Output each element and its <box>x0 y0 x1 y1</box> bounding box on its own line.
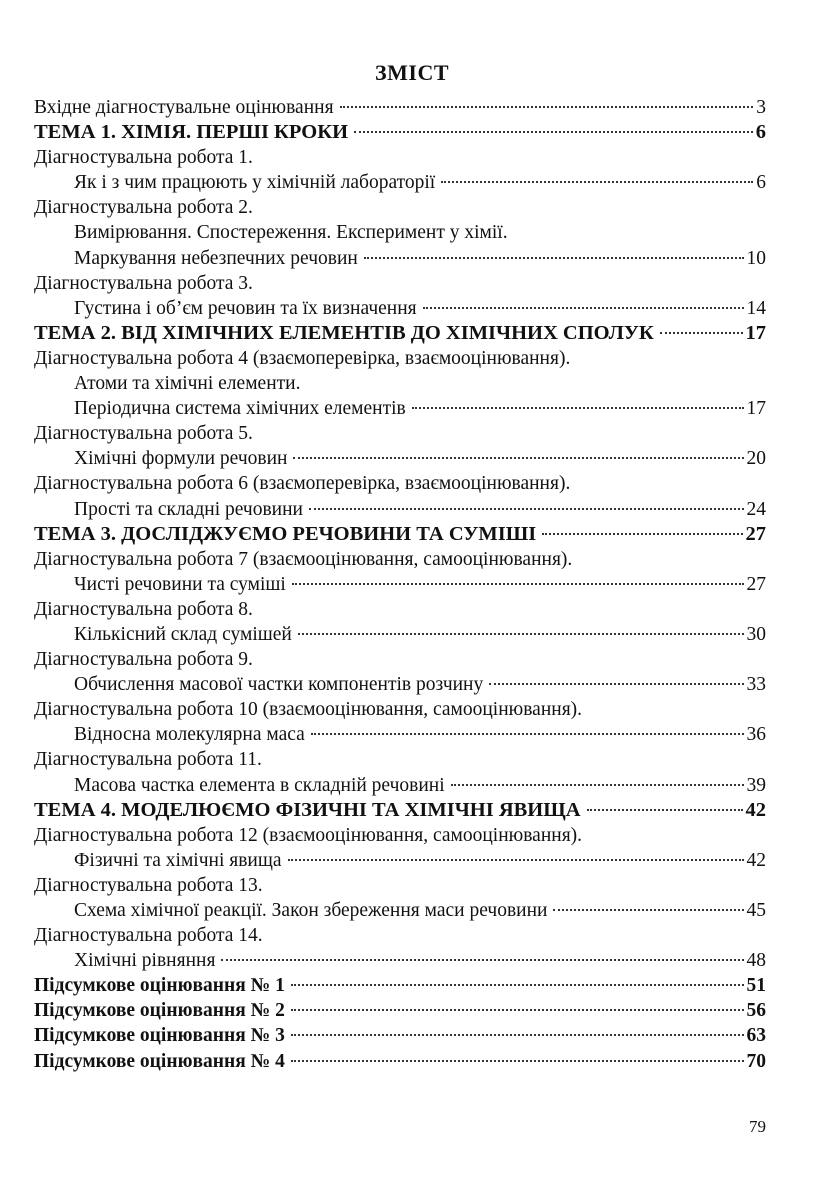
dot-leader <box>451 784 744 786</box>
toc-entry-work <box>34 547 766 572</box>
toc-entry-sub <box>34 396 766 421</box>
toc-entry-page: 6 <box>756 172 766 194</box>
toc-title: ЗМІСТ <box>375 60 449 85</box>
dot-leader <box>354 131 753 133</box>
dot-leader <box>489 683 743 685</box>
toc-entry-text: Діагностувальна робота 1. <box>34 147 253 169</box>
dot-leader <box>587 809 743 811</box>
toc-entry-page: 48 <box>746 950 766 972</box>
toc-entry-page: 33 <box>746 674 766 696</box>
toc-entry-summary <box>34 1049 766 1074</box>
toc-entry-work <box>34 471 766 496</box>
toc-entry-plain <box>34 95 766 120</box>
toc-entry-work <box>34 823 766 848</box>
toc-entry-text: Діагностувальна робота 3. <box>34 272 253 294</box>
dot-leader <box>291 984 744 986</box>
toc-entry-work <box>34 923 766 948</box>
toc-entry-text: Діагностувальна робота 4 (взаємоперевірка, взаємооцінювання). <box>34 347 571 369</box>
toc-entry-text: Вхідне діагностувальне оцінювання <box>34 97 334 118</box>
toc-entry-text: Хімічні рівняння <box>74 950 216 972</box>
toc-entry-page: 6 <box>755 121 766 144</box>
toc-entry-text: Діагностувальна робота 5. <box>34 423 253 445</box>
toc-entry-page: 42 <box>745 798 766 821</box>
toc-entry-sub <box>34 246 766 271</box>
toc-entry-sub <box>34 296 766 321</box>
toc-entry-sub <box>34 672 766 697</box>
toc-entry-work <box>34 597 766 622</box>
toc-entry-text: ТЕМА 1. ХІМІЯ. ПЕРШІ КРОКИ <box>34 121 349 144</box>
dot-leader <box>298 633 744 635</box>
toc-entry-work <box>34 346 766 371</box>
toc-list <box>34 95 766 1074</box>
toc-entry-text: Періодична система хімічних елементів <box>74 398 406 420</box>
toc-entry-page: 45 <box>746 900 766 921</box>
toc-entry-work <box>34 873 766 898</box>
toc-entry-text: Вимірювання. Спостереження. Експеримент у хімії. <box>74 222 508 244</box>
toc-entry-page: 17 <box>745 321 766 344</box>
toc-entry-sub <box>34 371 766 396</box>
toc-entry-theme <box>34 522 766 547</box>
toc-entry-text: Діагностувальна робота 13. <box>34 874 263 896</box>
toc-entry-sub <box>34 446 766 471</box>
toc-entry-text: Підсумкове оцінювання № 2 <box>34 1000 285 1022</box>
toc-entry-sub <box>34 773 766 798</box>
toc-entry-text: Діагностувальна робота 12 (взаємооцінювання, самооцінювання). <box>34 824 583 846</box>
toc-entry-work <box>34 747 766 772</box>
toc-entry-work <box>34 697 766 722</box>
toc-entry-text: Підсумкове оцінювання № 1 <box>34 975 285 997</box>
dot-leader <box>553 909 743 911</box>
toc-entry-page: 27 <box>746 573 766 595</box>
toc-entry-theme <box>34 321 766 346</box>
toc-entry-page: 39 <box>746 774 766 796</box>
dot-leader <box>291 1034 744 1036</box>
toc-entry-page: 51 <box>746 975 766 997</box>
toc-entry-sub <box>34 848 766 873</box>
toc-entry-text: Підсумкове оцінювання № 3 <box>34 1025 285 1047</box>
toc-entry-page: 63 <box>746 1025 766 1047</box>
toc-entry-text: ТЕМА 3. ДОСЛІДЖУЄМО РЕЧОВИНИ ТА СУМІШІ <box>34 522 537 545</box>
toc-entry-summary <box>34 998 766 1023</box>
toc-entry-page: 3 <box>756 97 766 118</box>
dot-leader <box>660 332 743 334</box>
toc-entry-text: Діагностувальна робота 7 (взаємооцінювання, самооцінювання). <box>34 548 573 570</box>
toc-entry-page: 14 <box>746 297 766 319</box>
dot-leader <box>291 1009 744 1011</box>
dot-leader <box>288 859 744 861</box>
toc-entry-sub <box>34 572 766 597</box>
dot-leader <box>441 181 753 183</box>
toc-entry-text: Прості та складні речовини <box>74 498 303 520</box>
toc-entry-page: 70 <box>746 1050 766 1072</box>
toc-entry-sub <box>34 170 766 195</box>
toc-entry-text: Діагностувальна робота 9. <box>34 649 253 671</box>
toc-entry-text: Діагностувальна робота 14. <box>34 925 263 947</box>
toc-entry-text: Масова частка елемента в складній речовині <box>74 774 445 796</box>
toc-entry-page: 56 <box>746 1000 766 1022</box>
toc-entry-text: Діагностувальна робота 10 (взаємооцінювання, самооцінювання). <box>34 699 583 721</box>
toc-entry-text: ТЕМА 2. ВІД ХІМІЧНИХ ЕЛЕМЕНТІВ ДО ХІМІЧНИХ СПОЛУК <box>34 321 654 344</box>
toc-entry-page: 24 <box>746 498 766 520</box>
toc-entry-sub <box>34 722 766 747</box>
dot-leader <box>340 106 754 108</box>
toc-entry-page: 42 <box>746 849 766 871</box>
toc-entry-page: 10 <box>746 247 766 269</box>
toc-entry-text: Відносна молекулярна маса <box>74 724 305 746</box>
toc-entry-text: Діагностувальна робота 11. <box>34 749 262 771</box>
toc-entry-page: 20 <box>746 448 766 470</box>
toc-entry-sub <box>34 497 766 522</box>
toc-entry-summary <box>34 973 766 998</box>
toc-entry-text: Діагностувальна робота 6 (взаємоперевірка, взаємооцінювання). <box>34 473 571 495</box>
dot-leader <box>292 583 744 585</box>
dot-leader <box>291 1060 744 1062</box>
dot-leader <box>221 959 743 961</box>
toc-entry-text: Хімічні формули речовин <box>74 448 288 470</box>
dot-leader <box>423 307 744 309</box>
toc-entry-text: Як і з чим працюють у хімічній лабораторії <box>74 172 436 194</box>
toc-entry-work <box>34 647 766 672</box>
toc-entry-text: Схема хімічної реакції. Закон збереження маси речовини <box>74 900 548 921</box>
dot-leader <box>364 257 744 259</box>
toc-entry-theme <box>34 120 766 145</box>
toc-entry-work <box>34 195 766 220</box>
toc-entry-text: Обчислення масової частки компонентів розчину <box>74 674 484 696</box>
toc-entry-text: Чисті речовини та суміші <box>74 573 286 595</box>
toc-entry-text: Атоми та хімічні елементи. <box>74 373 301 395</box>
toc-entry-text: Фізичні та хімічні явища <box>74 849 282 871</box>
dot-leader <box>542 533 742 535</box>
toc-entry-sub <box>34 220 766 245</box>
page-number: 79 <box>749 1117 766 1136</box>
toc-entry-sub <box>34 898 766 923</box>
toc-entry-page: 17 <box>746 398 766 420</box>
toc-entry-page: 30 <box>746 623 766 645</box>
dot-leader <box>309 508 744 510</box>
toc-entry-text: Густина і об’єм речовин та їх визначення <box>74 297 417 319</box>
toc-entry-summary <box>34 1023 766 1048</box>
toc-entry-text: Кількісний склад сумішей <box>74 623 292 645</box>
toc-entry-text: Підсумкове оцінювання № 4 <box>34 1050 285 1072</box>
toc-entry-text: Діагностувальна робота 2. <box>34 197 253 219</box>
toc-entry-sub <box>34 948 766 973</box>
toc-entry-work <box>34 145 766 170</box>
toc-entry-text: ТЕМА 4. МОДЕЛЮЄМО ФІЗИЧНІ ТА ХІМІЧНІ ЯВИЩА <box>34 798 581 821</box>
dot-leader <box>311 733 744 735</box>
toc-entry-text: Маркування небезпечних речовин <box>74 247 358 269</box>
dot-leader <box>412 407 744 409</box>
toc-entry-work <box>34 271 766 296</box>
toc-entry-sub <box>34 622 766 647</box>
toc-entry-text: Діагностувальна робота 8. <box>34 598 253 620</box>
toc-entry-work <box>34 421 766 446</box>
toc-entry-theme <box>34 798 766 823</box>
dot-leader <box>293 457 743 459</box>
toc-entry-page: 36 <box>746 724 766 746</box>
toc-entry-page: 27 <box>745 522 766 545</box>
